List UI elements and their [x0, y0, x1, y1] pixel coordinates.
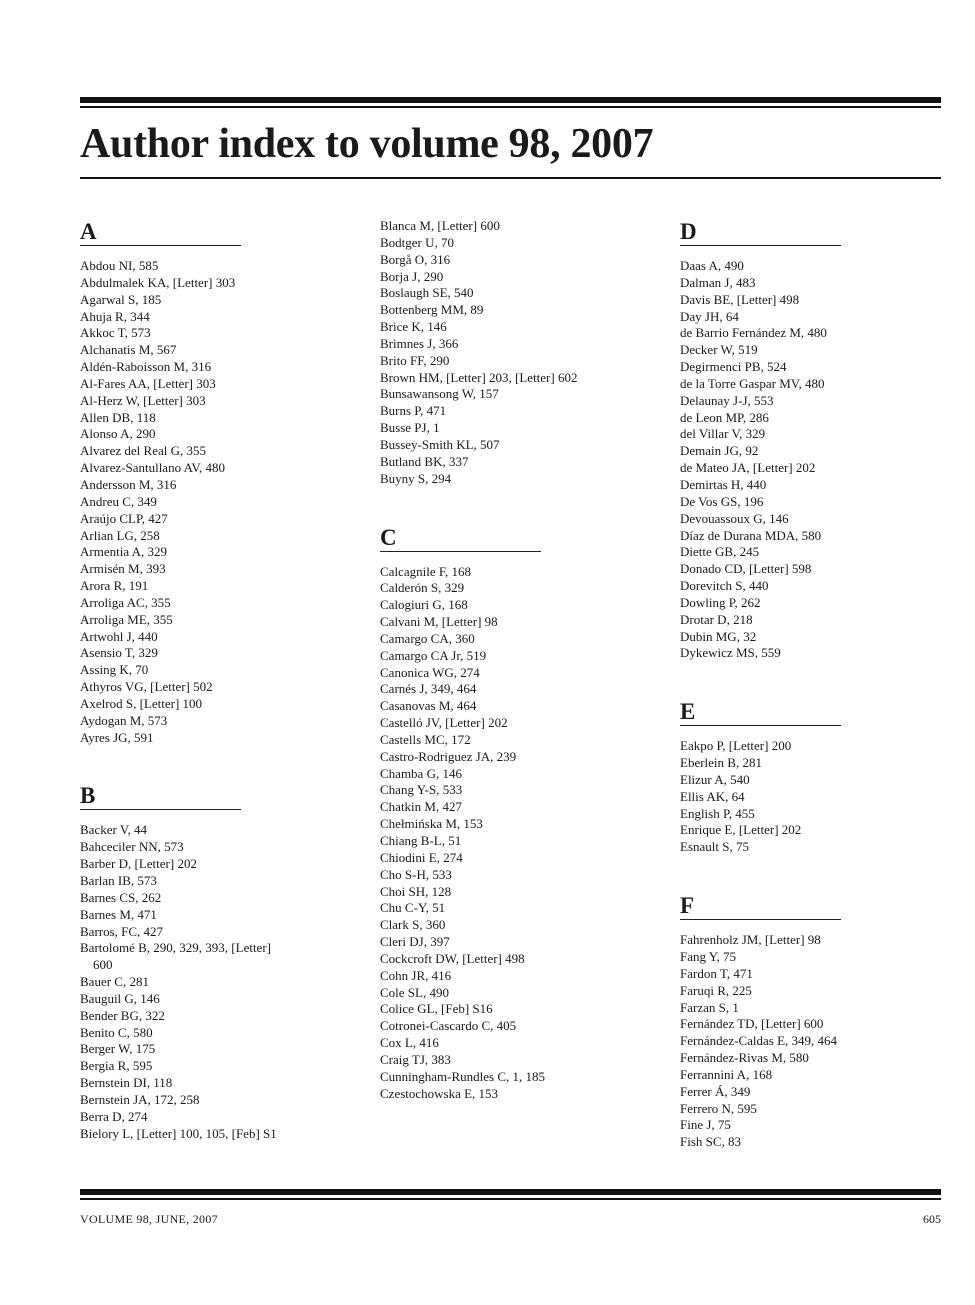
index-entry: Cockcroft DW, [Letter] 498: [380, 950, 525, 966]
index-section-c: [380, 524, 580, 1103]
index-entry: Bussey-Smith KL, 507: [380, 436, 500, 452]
index-entry: Dubin MG, 32: [680, 628, 757, 644]
index-entry: Dorevitch S, 440: [680, 578, 769, 594]
index-entry: Arlian LG, 258: [80, 527, 160, 543]
index-entry: Devouassoux G, 146: [680, 510, 789, 526]
index-entry: Aydogan M, 573: [80, 712, 168, 728]
index-entry: Fernández-Rivas M, 580: [680, 1050, 809, 1066]
index-entry: de Mateo JA, [Letter] 202: [680, 460, 816, 476]
index-entry: Axelrod S, [Letter] 100: [80, 695, 203, 711]
index-entry: Cleri DJ, 397: [380, 934, 450, 950]
index-entry: Cohn JR, 416: [380, 967, 452, 983]
index-entry: Akkoc T, 573: [80, 325, 151, 341]
index-entry: Allen DB, 118: [80, 409, 156, 425]
index-entry: Daas A, 490: [680, 258, 744, 273]
page-title: Author index to volume 98, 2007: [80, 121, 654, 167]
index-entry: Casanovas M, 464: [380, 698, 477, 714]
index-entry: Alvarez-Santullano AV, 480: [80, 460, 226, 476]
index-entry: Bender BG, 322: [80, 1007, 165, 1023]
index-entry: Fernández TD, [Letter] 600: [680, 1016, 824, 1032]
section-letter: B: [80, 783, 96, 809]
index-entry: Al-Herz W, [Letter] 303: [80, 392, 206, 408]
index-entry: Canonica WG, 274: [380, 664, 480, 680]
index-entry: Delaunay J-J, 553: [680, 392, 774, 408]
index-entry: Castelló JV, [Letter] 202: [380, 715, 508, 731]
header-rule-thick: [80, 97, 941, 103]
index-entry: Decker W, 519: [680, 342, 758, 358]
index-entry: Eberlein B, 281: [680, 755, 762, 771]
index-entry: de la Torre Gaspar MV, 480: [680, 375, 825, 391]
index-entry: de Barrio Fernández M, 480: [680, 325, 827, 341]
index-entry: Agarwal S, 185: [80, 291, 162, 307]
index-entry: Craig TJ, 383: [380, 1051, 451, 1067]
index-entry: Calvani M, [Letter] 98: [380, 614, 498, 630]
index-entry: Armentia A, 329: [80, 544, 168, 560]
index-entry: Bernstein DI, 118: [80, 1075, 173, 1091]
index-entry: Cunningham-Rundles C, 1, 185: [380, 1068, 546, 1084]
index-entry: Bartolomé B, 290, 329, 393, [Letter] 600: [80, 940, 271, 973]
index-entry: Bergia R, 595: [80, 1058, 153, 1074]
index-entry: Castro-Rodriguez JA, 239: [380, 748, 517, 764]
index-entry: Degirmenci PB, 524: [680, 359, 787, 375]
index-entry: Dalman J, 483: [680, 274, 756, 290]
section-rule: [680, 245, 841, 246]
index-entry: Busse PJ, 1: [380, 420, 440, 436]
index-entry: Cole SL, 490: [380, 984, 449, 1000]
index-entry: Castells MC, 172: [380, 731, 471, 747]
index-entry: Alvarez del Real G, 355: [80, 443, 206, 459]
index-entry: Abdulmalek KA, [Letter] 303: [80, 274, 236, 290]
footer-rule-thick: [80, 1189, 941, 1195]
index-entry: del Villar V, 329: [680, 426, 766, 442]
index-entry: Fernández-Caldas E, 349, 464: [680, 1033, 838, 1049]
index-entry: Andreu C, 349: [80, 493, 157, 509]
index-entry: Arora R, 191: [80, 578, 149, 594]
index-entry: Alonso A, 290: [80, 426, 156, 442]
index-entry: Ahuja R, 344: [80, 308, 150, 324]
index-entry: Barnes M, 471: [80, 906, 157, 922]
index-entry: Backer V, 44: [80, 822, 148, 838]
index-entry: Chiang B-L, 51: [380, 833, 462, 848]
index-column-3: [680, 218, 880, 1151]
index-entry: Bielory L, [Letter] 100, 105, [Feb] S1: [80, 1125, 277, 1141]
section-rule: [680, 919, 841, 920]
index-entry: Assing K, 70: [80, 662, 149, 678]
header-rule-thin: [80, 106, 941, 108]
footer-page-number: 605: [923, 1212, 941, 1226]
title-underline: [80, 177, 941, 179]
index-entry: Fahrenholz JM, [Letter] 98: [680, 932, 821, 948]
index-entry: Bahceciler NN, 573: [80, 839, 184, 855]
index-entry: Chamba G, 146: [380, 765, 462, 781]
index-entry: Barros, FC, 427: [80, 923, 164, 939]
section-rule: [680, 725, 841, 726]
section-letter: F: [680, 893, 695, 919]
index-entry: Camargo CA, 360: [380, 630, 475, 646]
index-entry: Chang Y-S, 533: [380, 782, 463, 798]
index-entry: Blanca M, [Letter] 600: [380, 218, 500, 233]
footer-volume: VOLUME 98, JUNE, 2007: [80, 1212, 218, 1226]
index-entry: de Leon MP, 286: [680, 409, 769, 425]
index-entry: Bottenberg MM, 89: [380, 302, 484, 318]
index-entry: Bauer C, 281: [80, 974, 149, 990]
section-letter: A: [80, 219, 97, 244]
index-entry: Borgå O, 316: [380, 251, 451, 267]
index-entry: Day JH, 64: [680, 308, 739, 324]
index-entry: Boslaugh SE, 540: [380, 285, 474, 301]
index-entry: Davis BE, [Letter] 498: [680, 291, 800, 307]
index-entry: Araújo CLP, 427: [80, 510, 168, 526]
index-entry: Brice K, 146: [380, 319, 447, 335]
index-entry: Bauguil G, 146: [80, 990, 160, 1006]
index-entry: Farzan S, 1: [680, 999, 739, 1015]
index-section-d: [680, 218, 880, 662]
index-entry: Ferrero N, 595: [680, 1100, 757, 1116]
index-entry: Bodtger U, 70: [380, 234, 455, 250]
index-column-1: [80, 218, 280, 1143]
index-entry: Burns P, 471: [380, 403, 447, 419]
index-entry: Alchanatis M, 567: [80, 342, 177, 358]
index-entry: Enrique E, [Letter] 202: [680, 822, 802, 838]
index-entry: Calderón S, 329: [380, 580, 465, 596]
index-section-e: [680, 698, 880, 856]
index-entry: Ellis AK, 64: [680, 788, 745, 804]
index-entry: Eakpo P, [Letter] 200: [680, 738, 792, 754]
index-entry: Athyros VG, [Letter] 502: [80, 679, 213, 695]
index-entry: Camargo CA Jr, 519: [380, 647, 487, 663]
index-entry: Asensio T, 329: [80, 645, 158, 661]
index-entry: Dowling P, 262: [680, 594, 761, 610]
index-entry: Diette GB, 245: [680, 544, 760, 560]
section-rule: [80, 809, 241, 810]
index-entry: English P, 455: [680, 805, 755, 821]
index-entry: Cotronei-Cascardo C, 405: [380, 1018, 517, 1034]
index-entry: Aldén-Raboisson M, 316: [80, 359, 212, 375]
index-entry: Clark S, 360: [380, 917, 446, 933]
index-entry: Barber D, [Letter] 202: [80, 856, 197, 872]
index-entry: Buyny S, 294: [380, 470, 452, 486]
index-entry: Demirtas H, 440: [680, 476, 767, 492]
index-entry: Brimnes J, 366: [380, 335, 459, 351]
index-entry: Cox L, 416: [380, 1035, 439, 1051]
index-entry: Artwohl J, 440: [80, 628, 158, 644]
index-entry: Esnault S, 75: [680, 839, 749, 855]
index-entry: Carnés J, 349, 464: [380, 681, 477, 697]
index-entry: Fish SC, 83: [680, 1134, 742, 1150]
index-entry: Armisén M, 393: [80, 561, 166, 577]
index-entry: Al-Fares AA, [Letter] 303: [80, 375, 216, 391]
index-entry: Dykewicz MS, 559: [680, 645, 781, 661]
index-entry: Colice GL, [Feb] S16: [380, 1001, 493, 1017]
index-entry: Bunsawansong W, 157: [380, 386, 499, 402]
continuation-entries: [380, 218, 580, 488]
index-entry: Drotar D, 218: [680, 611, 753, 627]
section-rule: [380, 551, 541, 552]
index-entry: Barnes CS, 262: [80, 889, 162, 905]
index-entry: Bernstein JA, 172, 258: [80, 1091, 200, 1107]
index-entry: Donado CD, [Letter] 598: [680, 561, 812, 577]
index-entry: Czestochowska E, 153: [380, 1085, 499, 1101]
index-entry: Díaz de Durana MDA, 580: [680, 527, 822, 543]
index-entry: Choi SH, 128: [380, 883, 452, 899]
index-entry: Chełmińska M, 153: [380, 816, 483, 832]
index-entry: Abdou NI, 585: [80, 258, 159, 273]
index-entry: Ferrer Á, 349: [680, 1083, 751, 1099]
section-letter: C: [380, 524, 397, 550]
index-entry: Chu C-Y, 51: [380, 900, 446, 916]
section-letter: E: [680, 699, 696, 725]
index-entry: Fardon T, 471: [680, 965, 753, 981]
index-entry: Cho S-H, 533: [380, 866, 452, 882]
index-entry: Benito C, 580: [80, 1024, 153, 1040]
index-entry: Calogiuri G, 168: [380, 597, 468, 613]
index-entry: Calcagnile F, 168: [380, 563, 472, 579]
index-entry: Ayres JG, 591: [80, 729, 154, 745]
index-entry: Fine J, 75: [680, 1117, 731, 1133]
index-entry: Berra D, 274: [80, 1108, 148, 1124]
index-entry: Faruqi R, 225: [680, 982, 752, 998]
index-entry: Fang Y, 75: [680, 949, 736, 964]
index-entry: Barlan IB, 573: [80, 873, 157, 888]
index-entry: Brown HM, [Letter] 203, [Letter] 602: [380, 369, 578, 385]
index-entry: Arroliga AC, 355: [80, 594, 171, 610]
index-section-b: [80, 782, 280, 1142]
index-entry: Demain JG, 92: [680, 443, 759, 459]
index-entry: Brito FF, 290: [380, 352, 450, 368]
index-entry: Berger W, 175: [80, 1041, 156, 1057]
index-entry: Elizur A, 540: [680, 771, 750, 787]
index-entry: Chiodini E, 274: [380, 849, 463, 865]
index-entry: Andersson M, 316: [80, 476, 177, 492]
index-section-a: [80, 218, 280, 746]
section-rule: [80, 245, 241, 246]
index-entry: Chatkin M, 427: [380, 799, 462, 815]
index-entry: Arroliga ME, 355: [80, 611, 173, 627]
index-entry: De Vos GS, 196: [680, 493, 764, 509]
index-column-2: [380, 218, 580, 1103]
index-entry: Ferrannini A, 168: [680, 1066, 773, 1082]
index-section-f: [680, 892, 880, 1151]
index-entry: Borja J, 290: [380, 268, 444, 284]
footer-rule-thin: [80, 1198, 941, 1200]
index-entry: Butland BK, 337: [380, 453, 469, 469]
section-letter: D: [680, 219, 697, 244]
